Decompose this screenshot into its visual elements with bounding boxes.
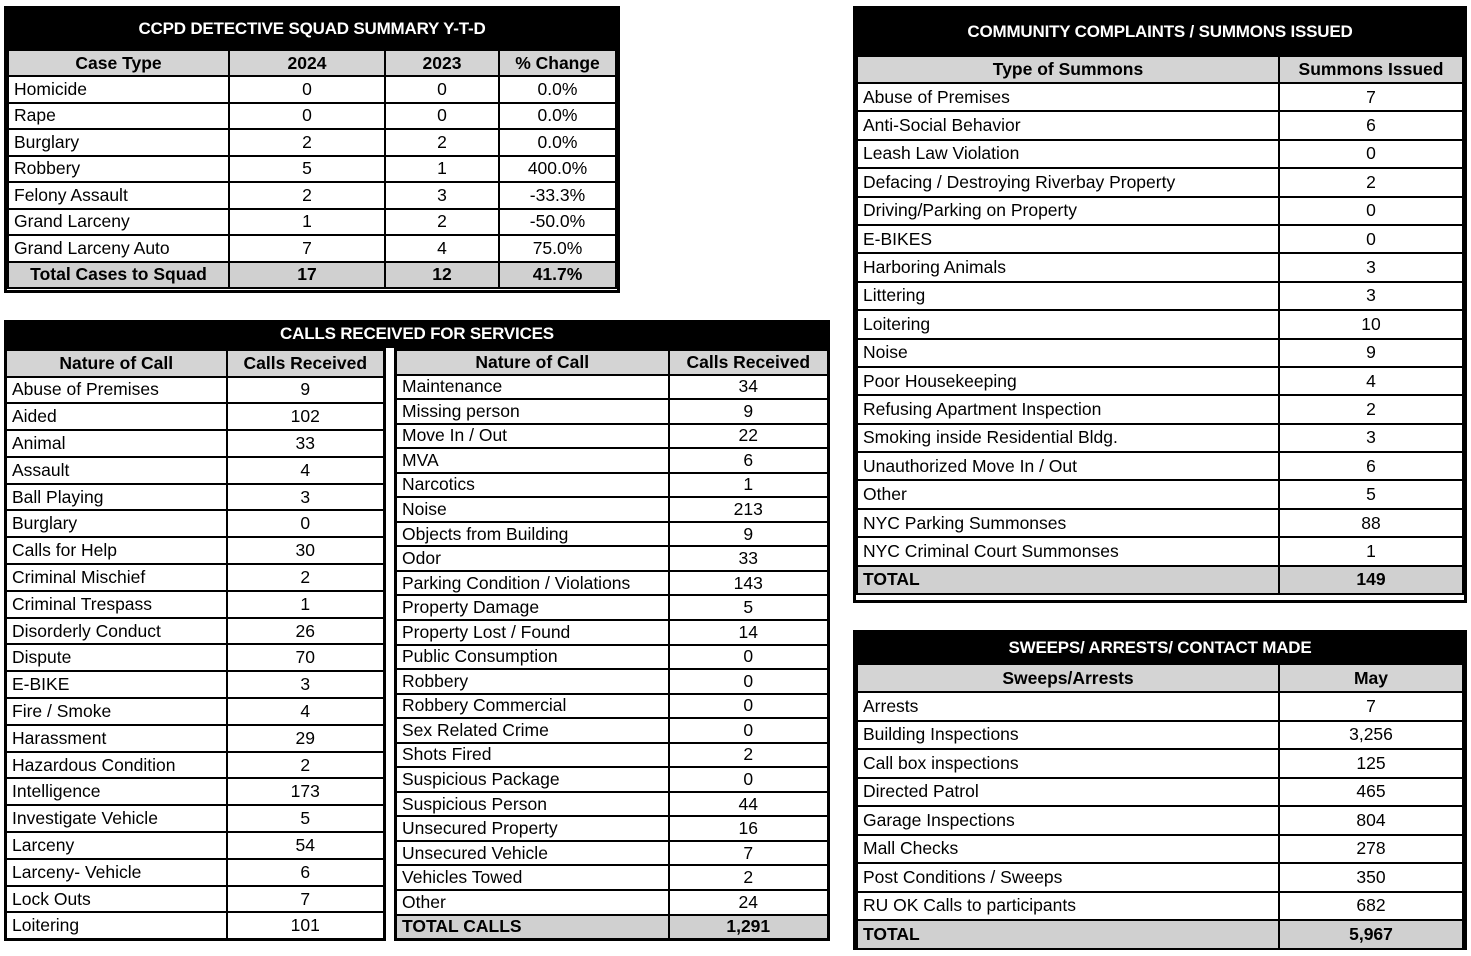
detective-total-row: [8, 262, 616, 289]
table-row: [6, 403, 385, 430]
calls-right-value: 0: [669, 645, 829, 670]
calls-right-value: 24: [669, 890, 829, 915]
detective-total-value: 41.7%: [499, 262, 616, 289]
calls-right-value: 9: [669, 522, 829, 547]
calls-left-label: Assault: [6, 457, 227, 484]
detective-value: 1: [229, 209, 385, 236]
detective-value: 0: [385, 76, 499, 103]
calls-right-label: Suspicious Person: [396, 792, 669, 817]
detective-header-1: 2024: [229, 50, 385, 76]
complaints-label: E-BIKES: [857, 225, 1279, 253]
sweeps-label: Directed Patrol: [857, 778, 1279, 807]
table-row: [396, 522, 829, 547]
calls-right-label: Narcotics: [396, 473, 669, 498]
calls-right-header-1: Calls Received: [669, 350, 829, 375]
calls-right-value: 7: [669, 841, 829, 866]
sweeps-value: 465: [1279, 778, 1463, 807]
detective-value: 2: [229, 182, 385, 209]
detective-value: 1: [385, 156, 499, 183]
calls-right-value: 0: [669, 694, 829, 719]
table-row: [857, 537, 1463, 565]
table-row: [857, 83, 1463, 111]
calls-left-header-1: Calls Received: [227, 350, 385, 377]
calls-received-panel: [4, 320, 830, 950]
detective-value: 4: [385, 235, 499, 262]
calls-right-label: Vehicles Towed: [396, 865, 669, 890]
calls-left-label: Hazardous Condition: [6, 752, 227, 779]
table-row: [857, 692, 1463, 721]
calls-left-value: 6: [227, 859, 385, 886]
complaints-label: Smoking inside Residential Bldg.: [857, 424, 1279, 452]
table-row: [396, 841, 829, 866]
calls-left-label: Lock Outs: [6, 886, 227, 913]
table-row: [396, 620, 829, 645]
sweeps-header-0: Sweeps/Arrests: [857, 664, 1279, 692]
calls-left-value: 5: [227, 805, 385, 832]
table-row: [857, 806, 1463, 835]
sweeps-panel: [853, 630, 1467, 950]
detective-value: 7: [229, 235, 385, 262]
calls-right-value: 34: [669, 375, 829, 400]
calls-left-value: 2: [227, 564, 385, 591]
calls-right-value: 33: [669, 546, 829, 571]
complaints-value: 6: [1279, 111, 1463, 139]
calls-right-total-value: 1,291: [669, 915, 829, 940]
table-row: [857, 111, 1463, 139]
complaints-label: Unauthorized Move In / Out: [857, 452, 1279, 480]
calls-left-value: 3: [227, 484, 385, 511]
calls-right-value: 6: [669, 448, 829, 473]
calls-left-value: 7: [227, 886, 385, 913]
table-row: [396, 571, 829, 596]
calls-left-label: Ball Playing: [6, 484, 227, 511]
table-row: [857, 395, 1463, 423]
table-row: [6, 752, 385, 779]
sweeps-label: Mall Checks: [857, 835, 1279, 864]
calls-right-header-0: Nature of Call: [396, 350, 669, 375]
table-row: [6, 510, 385, 537]
complaints-label: Harboring Animals: [857, 253, 1279, 281]
detective-value: 0.0%: [499, 103, 616, 130]
calls-left-label: Larceny- Vehicle: [6, 859, 227, 886]
sweeps-label: Arrests: [857, 692, 1279, 721]
table-row: [857, 253, 1463, 281]
calls-left-label: Criminal Mischief: [6, 564, 227, 591]
table-row: [6, 644, 385, 671]
calls-left-value: 1: [227, 591, 385, 618]
detective-value: 75.0%: [499, 235, 616, 262]
table-row: [8, 76, 616, 103]
table-row: [396, 694, 829, 719]
detective-label: Grand Larceny Auto: [8, 235, 229, 262]
table-row: [857, 168, 1463, 196]
complaints-value: 4: [1279, 367, 1463, 395]
table-row: [6, 618, 385, 645]
table-row: [8, 103, 616, 130]
complaints-label: Leash Law Violation: [857, 140, 1279, 168]
complaints-table: [856, 55, 1464, 595]
calls-right-label: Public Consumption: [396, 645, 669, 670]
calls-left-value: 29: [227, 725, 385, 752]
calls-right-label: Parking Condition / Violations: [396, 571, 669, 596]
calls-left-label: Burglary: [6, 510, 227, 537]
table-row: [6, 805, 385, 832]
calls-right-value: 44: [669, 792, 829, 817]
calls-right-value: 5: [669, 595, 829, 620]
detective-label: Burglary: [8, 129, 229, 156]
complaints-value: 3: [1279, 424, 1463, 452]
detective-value: 0.0%: [499, 76, 616, 103]
complaints-header-row: [857, 56, 1463, 83]
table-row: [396, 595, 829, 620]
detective-total-value: 12: [385, 262, 499, 289]
table-row: [6, 564, 385, 591]
calls-left-value: 30: [227, 537, 385, 564]
complaints-value: 7: [1279, 83, 1463, 111]
detective-value: 0: [229, 103, 385, 130]
calls-right-value: 0: [669, 669, 829, 694]
calls-received-title: CALLS RECEIVED FOR SERVICES: [4, 320, 830, 348]
complaints-header-0: Type of Summons: [857, 56, 1279, 83]
calls-left-label: Animal: [6, 430, 227, 457]
complaints-value: 9: [1279, 339, 1463, 367]
complaints-value: 5: [1279, 480, 1463, 508]
calls-right-label: Robbery Commercial: [396, 694, 669, 719]
calls-right-value: 0: [669, 718, 829, 743]
calls-right-total-label: TOTAL CALLS: [396, 915, 669, 940]
complaints-value: 3: [1279, 282, 1463, 310]
table-row: [6, 591, 385, 618]
calls-left-label: Intelligence: [6, 778, 227, 805]
detective-value: 2: [229, 129, 385, 156]
calls-right-label: Property Lost / Found: [396, 620, 669, 645]
calls-right-table: [394, 348, 830, 941]
calls-right-label: Odor: [396, 546, 669, 571]
complaints-label: Poor Housekeeping: [857, 367, 1279, 395]
sweeps-value: 3,256: [1279, 721, 1463, 750]
complaints-value: 0: [1279, 197, 1463, 225]
table-row: [857, 140, 1463, 168]
detective-value: 5: [229, 156, 385, 183]
calls-right-label: Unsecured Vehicle: [396, 841, 669, 866]
detective-value: 0.0%: [499, 129, 616, 156]
calls-right-label: Objects from Building: [396, 522, 669, 547]
complaints-value: 6: [1279, 452, 1463, 480]
table-row: [396, 448, 829, 473]
detective-value: 2: [385, 209, 499, 236]
detective-total-label: Total Cases to Squad: [8, 262, 229, 289]
detective-header-0: Case Type: [8, 50, 229, 76]
table-row: [6, 484, 385, 511]
complaints-label: Abuse of Premises: [857, 83, 1279, 111]
table-row: [8, 156, 616, 183]
complaints-value: 2: [1279, 168, 1463, 196]
detective-value: -33.3%: [499, 182, 616, 209]
calls-right-value: 0: [669, 767, 829, 792]
sweeps-total-label: TOTAL: [857, 920, 1279, 949]
table-row: [6, 698, 385, 725]
calls-left-value: 101: [227, 912, 385, 939]
table-row: [6, 377, 385, 404]
complaints-label: Noise: [857, 339, 1279, 367]
calls-left-value: 2: [227, 752, 385, 779]
table-row: [6, 671, 385, 698]
table-row: [396, 669, 829, 694]
table-row: [857, 835, 1463, 864]
complaints-value: 0: [1279, 225, 1463, 253]
table-row: [396, 816, 829, 841]
calls-left-label: Aided: [6, 403, 227, 430]
calls-left-value: 3: [227, 671, 385, 698]
table-row: [396, 718, 829, 743]
sweeps-label: Building Inspections: [857, 721, 1279, 750]
complaints-label: Driving/Parking on Property: [857, 197, 1279, 225]
detective-label: Grand Larceny: [8, 209, 229, 236]
table-row: [857, 892, 1463, 921]
complaints-total-value: 149: [1279, 566, 1463, 594]
sweeps-value: 278: [1279, 835, 1463, 864]
table-row: [857, 197, 1463, 225]
calls-left-label: Fire / Smoke: [6, 698, 227, 725]
calls-left-label: Disorderly Conduct: [6, 618, 227, 645]
detective-squad-panel: [4, 6, 620, 293]
sweeps-value: 7: [1279, 692, 1463, 721]
table-row: [6, 886, 385, 913]
calls-left-label: Dispute: [6, 644, 227, 671]
sweeps-label: Call box inspections: [857, 749, 1279, 778]
sweeps-title: SWEEPS/ ARRESTS/ CONTACT MADE: [856, 633, 1464, 663]
calls-left-value: 33: [227, 430, 385, 457]
sweeps-total-value: 5,967: [1279, 920, 1463, 949]
table-row: [857, 452, 1463, 480]
calls-left-label: Harassment: [6, 725, 227, 752]
calls-left-table: [4, 348, 386, 941]
calls-right-label: Sex Related Crime: [396, 718, 669, 743]
calls-right-value: 14: [669, 620, 829, 645]
table-row: [396, 424, 829, 449]
calls-right-label: MVA: [396, 448, 669, 473]
calls-right-value: 22: [669, 424, 829, 449]
table-row: [396, 865, 829, 890]
sweeps-label: RU OK Calls to participants: [857, 892, 1279, 921]
detective-value: 400.0%: [499, 156, 616, 183]
sweeps-label: Garage Inspections: [857, 806, 1279, 835]
sweeps-value: 804: [1279, 806, 1463, 835]
calls-left-label: Investigate Vehicle: [6, 805, 227, 832]
calls-left-value: 4: [227, 698, 385, 725]
complaints-label: Other: [857, 480, 1279, 508]
complaints-label: Defacing / Destroying Riverbay Property: [857, 168, 1279, 196]
table-row: [8, 209, 616, 236]
calls-right-label: Robbery: [396, 669, 669, 694]
table-row: [396, 767, 829, 792]
complaints-panel: [853, 6, 1467, 603]
calls-left-label: E-BIKE: [6, 671, 227, 698]
detective-squad-title: CCPD DETECTIVE SQUAD SUMMARY Y-T-D: [7, 9, 617, 49]
table-row: [6, 912, 385, 939]
complaints-label: Littering: [857, 282, 1279, 310]
complaints-label: NYC Parking Summonses: [857, 509, 1279, 537]
calls-left-label: Calls for Help: [6, 537, 227, 564]
table-row: [857, 778, 1463, 807]
table-row: [6, 832, 385, 859]
calls-left-label: Larceny: [6, 832, 227, 859]
table-row: [857, 282, 1463, 310]
calls-left-value: 54: [227, 832, 385, 859]
calls-left-value: 173: [227, 778, 385, 805]
calls-right-value: 143: [669, 571, 829, 596]
table-row: [857, 225, 1463, 253]
table-row: [857, 367, 1463, 395]
calls-right-label: Unsecured Property: [396, 816, 669, 841]
table-row: [396, 792, 829, 817]
calls-right-value: 1: [669, 473, 829, 498]
complaints-total-row: [857, 566, 1463, 594]
calls-right-label: Suspicious Package: [396, 767, 669, 792]
calls-right-value: 2: [669, 743, 829, 768]
calls-right-label: Missing person: [396, 399, 669, 424]
detective-label: Felony Assault: [8, 182, 229, 209]
calls-right-total-row: [396, 915, 829, 940]
detective-value: 2: [385, 129, 499, 156]
table-row: [396, 497, 829, 522]
table-row: [6, 430, 385, 457]
calls-left-value: 26: [227, 618, 385, 645]
complaints-label: Anti-Social Behavior: [857, 111, 1279, 139]
sweeps-label: Post Conditions / Sweeps: [857, 863, 1279, 892]
detective-header-2: 2023: [385, 50, 499, 76]
calls-right-label: Shots Fired: [396, 743, 669, 768]
sweeps-value: 350: [1279, 863, 1463, 892]
table-row: [857, 509, 1463, 537]
detective-value: -50.0%: [499, 209, 616, 236]
calls-left-label: Loitering: [6, 912, 227, 939]
sweeps-value: 682: [1279, 892, 1463, 921]
complaints-header-1: Summons Issued: [1279, 56, 1463, 83]
calls-left-header-row: [6, 350, 385, 377]
detective-label: Rape: [8, 103, 229, 130]
table-row: [396, 473, 829, 498]
complaints-value: 2: [1279, 395, 1463, 423]
calls-left-value: 4: [227, 457, 385, 484]
calls-left-value: 9: [227, 377, 385, 404]
complaints-total-label: TOTAL: [857, 566, 1279, 594]
sweeps-value: 125: [1279, 749, 1463, 778]
detective-label: Homicide: [8, 76, 229, 103]
detective-label: Robbery: [8, 156, 229, 183]
calls-left-label: Abuse of Premises: [6, 377, 227, 404]
table-row: [857, 480, 1463, 508]
table-row: [8, 129, 616, 156]
calls-right-label: Move In / Out: [396, 424, 669, 449]
table-row: [8, 235, 616, 262]
calls-left-value: 102: [227, 403, 385, 430]
table-row: [857, 339, 1463, 367]
detective-value: 0: [229, 76, 385, 103]
complaints-value: 0: [1279, 140, 1463, 168]
table-row: [396, 743, 829, 768]
complaints-title: COMMUNITY COMPLAINTS / SUMMONS ISSUED: [856, 9, 1464, 55]
calls-right-value: 9: [669, 399, 829, 424]
table-row: [857, 863, 1463, 892]
calls-right-value: 2: [669, 865, 829, 890]
calls-right-value: 16: [669, 816, 829, 841]
detective-squad-table: [7, 49, 617, 289]
sweeps-table: [856, 663, 1464, 950]
sweeps-total-row: [857, 920, 1463, 949]
table-row: [857, 310, 1463, 338]
table-row: [857, 424, 1463, 452]
detective-header-3: % Change: [499, 50, 616, 76]
detective-value: 0: [385, 103, 499, 130]
detective-value: 3: [385, 182, 499, 209]
table-row: [396, 375, 829, 400]
calls-left-value: 0: [227, 510, 385, 537]
table-row: [396, 890, 829, 915]
calls-right-label: Maintenance: [396, 375, 669, 400]
detective-total-value: 17: [229, 262, 385, 289]
sweeps-header-1: May: [1279, 664, 1463, 692]
calls-right-label: Noise: [396, 497, 669, 522]
table-row: [6, 859, 385, 886]
table-row: [396, 645, 829, 670]
calls-right-header-row: [396, 350, 829, 375]
complaints-value: 3: [1279, 253, 1463, 281]
table-row: [6, 537, 385, 564]
table-row: [6, 457, 385, 484]
complaints-value: 88: [1279, 509, 1463, 537]
table-row: [396, 399, 829, 424]
table-row: [6, 778, 385, 805]
table-row: [8, 182, 616, 209]
complaints-value: 1: [1279, 537, 1463, 565]
calls-left-value: 70: [227, 644, 385, 671]
sweeps-header-row: [857, 664, 1463, 692]
complaints-label: Loitering: [857, 310, 1279, 338]
calls-right-label: Property Damage: [396, 595, 669, 620]
calls-left-label: Criminal Trespass: [6, 591, 227, 618]
detective-header-row: [8, 50, 616, 76]
calls-left-header-0: Nature of Call: [6, 350, 227, 377]
calls-right-label: Other: [396, 890, 669, 915]
complaints-value: 10: [1279, 310, 1463, 338]
calls-right-value: 213: [669, 497, 829, 522]
complaints-label: Refusing Apartment Inspection: [857, 395, 1279, 423]
complaints-label: NYC Criminal Court Summonses: [857, 537, 1279, 565]
table-row: [857, 721, 1463, 750]
table-row: [857, 749, 1463, 778]
table-row: [396, 546, 829, 571]
table-row: [6, 725, 385, 752]
